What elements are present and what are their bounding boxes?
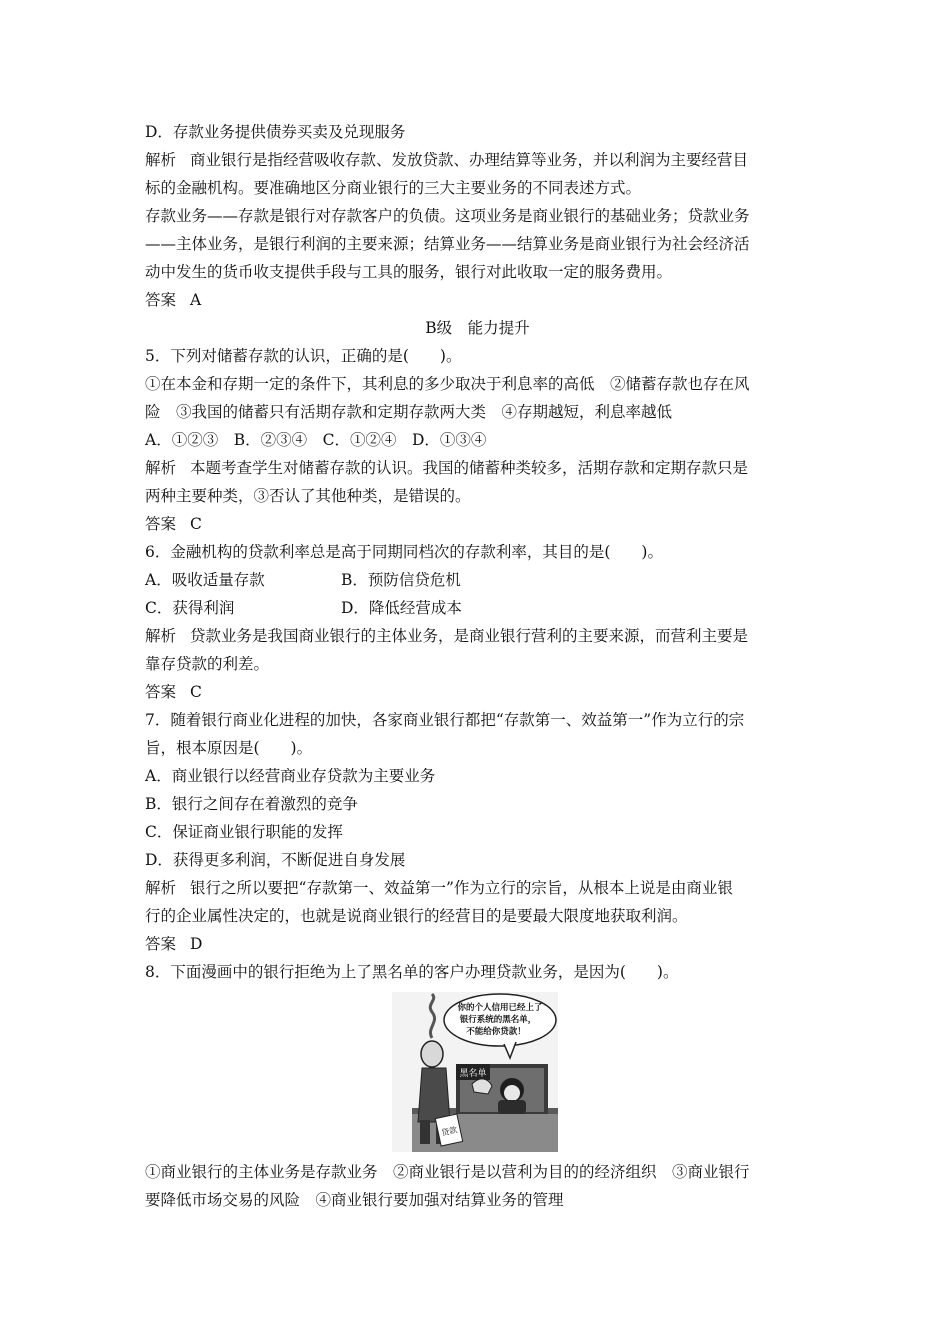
q4-analysis-line: 存款业务——存款是银行对存款客户的负债。这项业务是商业银行的基础业务；贷款业务 [145,207,750,225]
bubble-line-3: 不能给你贷款！ [466,1027,526,1037]
q7-analysis-line: 解析 银行之所以要把“存款第一、效益第一”作为立行的宗旨，从根本上说是由商业银 [145,879,733,897]
q7-choice-a: A．商业银行以经营商业存贷款为主要业务 [145,767,436,785]
q8-statements: ①商业银行的主体业务是存款业务 ②商业银行是以营利为目的的经济组织 ③商业银行 [145,1163,750,1181]
q5-answer: 答案 C [145,515,202,533]
q5-statements: ①在本金和存期一定的条件下，其利息的多少取决于利息率的高低 ②储蓄存款也存在风 [145,375,750,393]
q7-stem: 7．随着银行商业化进程的加快，各家商业银行都把“存款第一、效益第一”作为立行的宗 [145,711,745,729]
q7-stem: 旨，根本原因是( )。 [145,739,313,757]
q7-analysis-line: 行的企业属性决定的，也就是说商业银行的经营目的是要最大限度地获取利润。 [145,907,688,925]
q4-analysis-line: ——主体业务，是银行利润的主要来源；结算业务——结算业务是商业银行为社会经济活 [145,235,750,253]
q5-analysis-line: 解析 本题考查学生对储蓄存款的认识。我国的储蓄种类较多，活期存款和定期存款只是 [145,459,749,477]
q8-statements: 要降低市场交易的风险 ④商业银行要加强对结算业务的管理 [145,1191,564,1209]
section-title: B级 能力提升 [425,319,530,337]
q6-choices-row: A．吸收适量存款 B．预防信贷危机 [145,571,461,589]
q4-analysis-line: 解析 商业银行是指经营吸收存款、发放贷款、办理结算等业务，并以利润为主要经营目 [145,151,749,169]
q7-choice-c: C．保证商业银行职能的发挥 [145,823,343,841]
q5-stem: 5．下列对储蓄存款的认识，正确的是( )。 [145,347,462,365]
q6-answer: 答案 C [145,683,202,701]
document-page [145,118,810,1214]
q4-answer: 答案 A [145,291,202,309]
sign-text: 黑名单 [459,1069,487,1079]
q6-choices-row: C．获得利润 D．降低经营成本 [145,599,462,617]
bubble-line-1: 你的个人信用已经上了 [457,1003,543,1013]
q8-stem: 8．下面漫画中的银行拒绝为上了黑名单的客户办理贷款业务，是因为( )。 [145,963,679,981]
q6-stem: 6．金融机构的贷款利率总是高于同期同档次的存款利率，其目的是( )。 [145,543,663,561]
q4-analysis-line: 标的金融机构。要准确地区分商业银行的三大主要业务的不同表述方式。 [145,179,642,197]
q4-analysis-line: 动中发生的货币收支提供手段与工具的服务，银行对此收取一定的服务费用。 [145,263,673,281]
q7-choice-b: B．银行之间存在着激烈的竞争 [145,795,358,813]
q5-statements: 险 ③我国的储蓄只有活期存款和定期存款两大类 ④存期越短，利息率越低 [145,403,673,421]
bank-cartoon-image [392,992,558,1152]
paper-text: 贷款 [440,1125,459,1138]
cartoon-drawing [392,992,558,1152]
q5-analysis-line: 两种主要种类，③否认了其他种类，是错误的。 [145,487,471,505]
q5-choices: A．①②③ B．②③④ C．①②④ D．①③④ [145,431,487,449]
q7-answer: 答案 D [145,935,203,953]
q4-option-d: D．存款业务提供债券买卖及兑现服务 [145,123,406,141]
q7-choice-d: D．获得更多利润，不断促进自身发展 [145,851,406,869]
q6-analysis-line: 解析 贷款业务是我国商业银行的主体业务，是商业银行营利的主要来源，而营利主要是 [145,627,749,645]
bubble-line-2: 银行系统的黑名单， [459,1015,537,1025]
q6-analysis-line: 靠存贷款的利差。 [145,655,270,673]
analysis-label: 解析 [145,151,177,169]
